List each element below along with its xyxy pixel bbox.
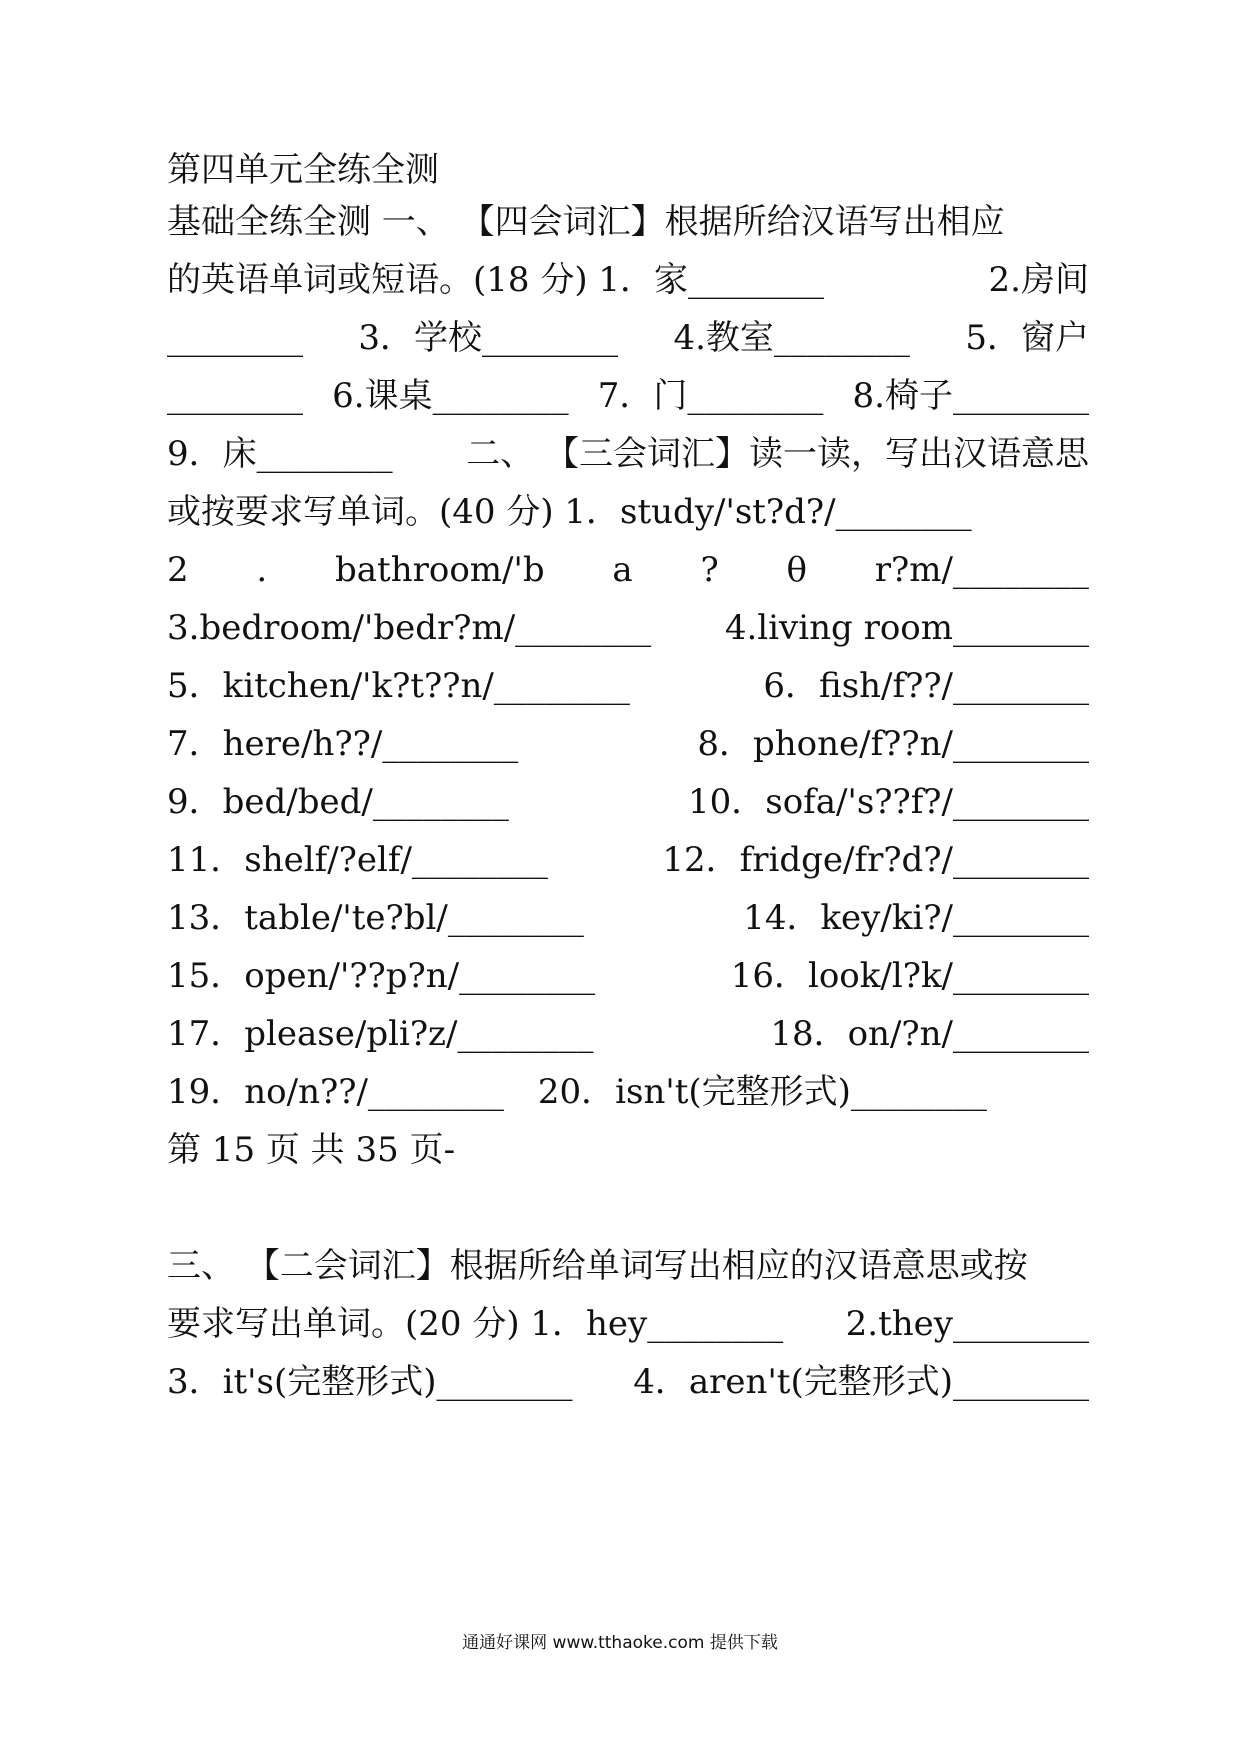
text-line-8 (167, 608, 1089, 648)
line-segment: 8．phone/f??n/________ (697, 724, 1089, 764)
text-line-13 (167, 898, 1089, 938)
line-segment: 5．kitchen/'k?t??n/________ (167, 666, 630, 706)
line-segment: 3.bedroom/'bedr?m/________ (167, 608, 652, 648)
text-line-5 (167, 434, 1089, 474)
text-line-11 (167, 782, 1089, 822)
text-line-6 (167, 492, 1089, 532)
line-segment: ________ (167, 376, 303, 416)
line-segment: 10．sofa/'s??f?/________ (687, 782, 1089, 822)
text-line-20 (167, 1362, 1089, 1402)
line-segment: 13．table/'te?bl/________ (167, 898, 584, 938)
line-segment: 12．fridge/fr?d?/________ (662, 840, 1089, 880)
text-line-2 (167, 260, 1089, 300)
line-segment: θ (786, 550, 807, 590)
line-segment: a (612, 550, 633, 590)
page-number (167, 1130, 1089, 1170)
page-title: 第四单元全练全测 (167, 150, 439, 190)
line-segment: ? (700, 550, 719, 590)
line-segment: r?m/________ (874, 550, 1089, 590)
text-line-18 (167, 1246, 1089, 1286)
text-line-1 (167, 202, 1089, 242)
line-segment: 14．key/ki?/________ (743, 898, 1089, 938)
line-segment: 3．学校________ (358, 318, 619, 358)
line-segment: 2.房间 (988, 260, 1089, 300)
line-segment: 4．aren't(完整形式)________ (633, 1362, 1089, 1402)
line-segment: ________ (167, 318, 303, 358)
line-segment: 5．窗户 (965, 318, 1089, 358)
line-segment: 6．fish/f??/________ (763, 666, 1089, 706)
line-segment: 8.椅子________ (852, 376, 1089, 416)
line-segment: . (256, 550, 268, 590)
line-segment: 6.课桌________ (332, 376, 569, 416)
text-line-3 (167, 318, 1089, 358)
line-segment: 或按要求写单词。(40 分) 1．study/'st?d?/________ (167, 492, 972, 532)
line-segment: 7．here/h??/________ (167, 724, 519, 764)
line-segment: 要求写出单词。(20 分) 1．hey________ (167, 1304, 784, 1344)
line-segment: 基础全练全测 一、 【四会词汇】根据所给汉语写出相应 (167, 202, 1005, 242)
line-segment: 7．门________ (597, 376, 824, 416)
text-line-14 (167, 956, 1089, 996)
line-segment: 17．please/pli?z/________ (167, 1014, 594, 1054)
line-segment: 9．床________ (167, 434, 393, 474)
text-line-10 (167, 724, 1089, 764)
line-segment: 的英语单词或短语。(18 分) 1．家________ (167, 260, 825, 300)
line-segment: 19．no/n??/________ (167, 1072, 504, 1112)
line-segment: 第 15 页 共 35 页- (167, 1130, 456, 1170)
line-segment: 15．open/'??p?n/________ (167, 956, 596, 996)
line-segment: 9．bed/bed/________ (167, 782, 509, 822)
line-segment: 20．isn't(完整形式)________ (537, 1072, 987, 1112)
line-segment: 2 (167, 550, 189, 590)
text-line-16 (167, 1072, 1089, 1112)
download-footer: 通通好课网 www.tthaoke.com 提供下载 (462, 1633, 778, 1653)
text-line-15 (167, 1014, 1089, 1054)
line-segment: 4.living room________ (724, 608, 1089, 648)
text-line-12 (167, 840, 1089, 880)
line-segment: 2.they________ (845, 1304, 1089, 1344)
text-line-19 (167, 1304, 1089, 1344)
line-segment: 二、 【三会词汇】读一读，写出汉语意思 (466, 434, 1089, 474)
text-line-9 (167, 666, 1089, 706)
line-segment: bathroom/'b (335, 550, 545, 590)
line-segment: 18．on/?n/________ (770, 1014, 1089, 1054)
line-segment: 3．it's(完整形式)________ (167, 1362, 573, 1402)
line-segment: 11．shelf/?elf/________ (167, 840, 548, 880)
line-segment: 三、 【二会词汇】根据所给单词写出相应的汉语意思或按 (167, 1246, 1028, 1286)
text-line-7 (167, 550, 1089, 590)
text-line-4 (167, 376, 1089, 416)
line-segment: 16．look/l?k/________ (730, 956, 1089, 996)
line-segment: 4.教室________ (673, 318, 910, 358)
